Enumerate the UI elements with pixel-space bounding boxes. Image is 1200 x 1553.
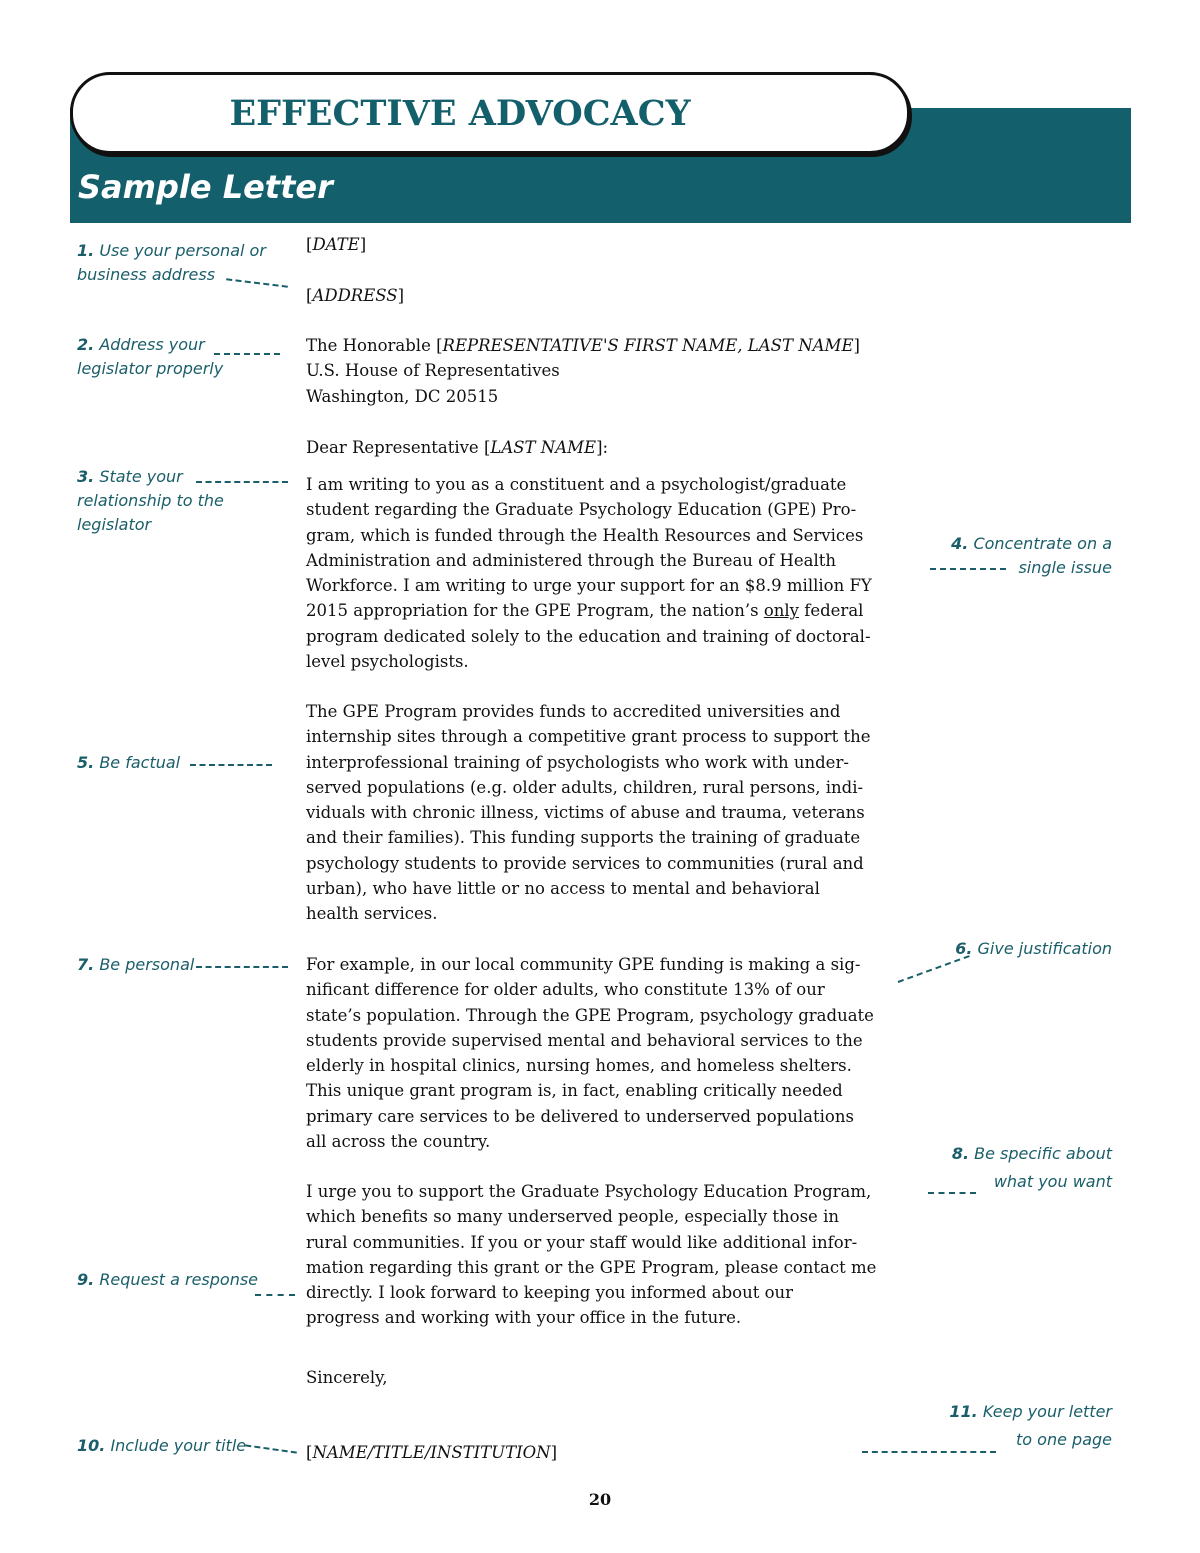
letter-date: [DATE] [306,235,367,254]
letter-paragraph-4: I urge you to support the Graduate Psychology Education Program, which benefits so many underserved people, especially those in rural communities. If you or your staff would like additional infor- mation regarding this grant or the GPE Program, please contact me directly. I look forward to keeping you informed about our progress and working with your office in the future. [306,1182,877,1328]
annotation-8-leader [928,1192,976,1194]
annotation-3: 3. State your relationship to the legislator [77,467,224,534]
annotation-11-leader [862,1451,996,1453]
annotation-3-leader [196,481,288,483]
letter-address: [ADDRESS] [306,286,405,305]
annotation-4: 4. Concentrate on a single issue [951,534,1112,577]
annotation-4-leader [930,568,1006,570]
annotation-7-leader [196,966,288,968]
letter-paragraph-1: I am writing to you as a constituent and a psychologist/graduate student regarding the Graduate Psychology Education (GPE) Pro- gram, which is funded through the Health Resources and Services Administration and administered through the Bureau of Health Workforce. I am writing to urge your support for an $8.9 million FY 2015 appropriation for the GPE Program, the nation’s only federal program dedicated solely to the education and training of doctoral- level psychologists. [306,475,872,672]
letter-paragraph-3: For example, in our local community GPE funding is making a sig- nificant difference for older adults, who constitute 13% of our state’s population. Through the GPE Program, psychology graduate students provide supervised mental and behavioral services to the elderly in hospital clinics, nursing homes, and homeless shelters. This unique grant program is, in fact, enabling critically needed primary care services to be delivered to underserved populations all across the country. [306,955,874,1152]
annotation-5: 5. Be factual [77,753,181,772]
letter-salutation: Dear Representative [LAST NAME]: [306,438,609,457]
letter-recipient: The Honorable [REPRESENTATIVE'S FIRST NAME, LAST NAME] U.S. House of Representatives Washington, DC 20515 [306,336,860,406]
annotation-10: 10. Include your title [77,1436,247,1455]
letter-paragraph-2: The GPE Program provides funds to accredited universities and internship sites through a competitive grant process to support the interprofessional training of psychologists who work with under- served populations (e.g. older adults, children, rural persons, indi- viduals with chronic illness, victims of abuse and trauma, veterans and their families). This funding supports the training of graduate psychology students to provide services to communities (rural and urban), who have little or no access to mental and behavioral health services. [306,702,871,924]
letter-closing: Sincerely, [306,1368,388,1387]
annotation-2-leader [214,353,280,355]
page-title: EFFECTIVE ADVOCACY [229,92,691,134]
title-banner [70,72,910,154]
annotation-10-leader [245,1444,297,1453]
page-number: 20 [588,1490,612,1509]
annotation-6-leader [898,955,970,983]
annotation-11: 11. Keep your letter to one page [949,1402,1112,1449]
page-subtitle: Sample Letter [78,168,333,206]
annotation-2: 2. Address your legislator properly [77,335,224,378]
annotation-8: 8. Be specific about what you want [951,1144,1112,1191]
annotation-6: 6. Give justification [955,939,1112,958]
annotation-5-leader [190,764,272,766]
annotation-9-leader [255,1294,295,1296]
annotation-1: 1. Use your personal or business address [77,241,266,284]
annotation-9: 9. Request a response [77,1270,259,1289]
annotation-7: 7. Be personal [77,955,195,974]
letter-signature: [NAME/TITLE/INSTITUTION] [306,1443,557,1462]
